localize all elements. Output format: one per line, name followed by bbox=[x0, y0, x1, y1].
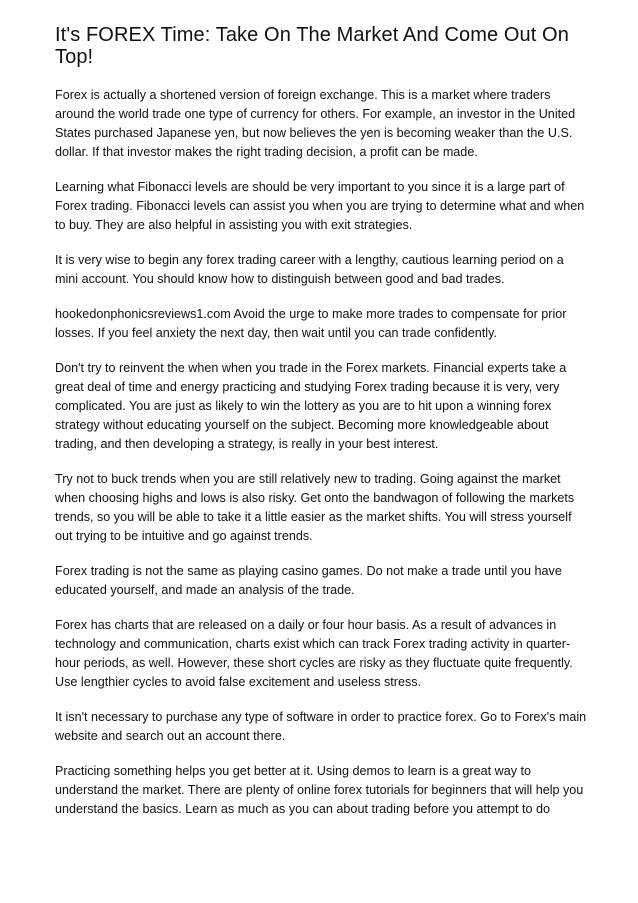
document-page bbox=[55, 24, 590, 835]
paragraph-forex-definition: Forex is actually a shortened version of foreign exchange. This is a market where traders around the world trade one type of currency for others. For example, an investor in the United States purchased Japanese yen, but now believes the yen is becoming weaker than the U.S. dollar. If that investor makes the right trading decision, a profit can be made. bbox=[55, 88, 576, 159]
paragraph-reinvent: Don't try to reinvent the when when you trade in the Forex markets. Financial experts take a great deal of time and energy practicing and studying Forex trading because it is very, very complicated. You are just as likely to win the lottery as you are to hit upon a winning forex strategy without educating yourself on the subject. Becoming more knowledgeable about trading, and then developing a strategy, is really in your best interest. bbox=[55, 361, 567, 451]
paragraph-prior-losses: hookedonphonicsreviews1.com Avoid the urge to make more trades to compensate for prior losses. If you feel anxiety the next day, then wait until you can trade confidently. bbox=[55, 307, 567, 340]
paragraph-trends: Try not to buck trends when you are still relatively new to trading. Going against the market when choosing highs and lows is also risky. Get onto the bandwagon of following the markets trends, so you will be able to take it a little easier as the market shifts. You will stress yourself out trying to be intuitive and go against trends. bbox=[55, 472, 575, 543]
document-title: It's FOREX Time: Take On The Market And Come Out On Top! bbox=[55, 24, 569, 68]
paragraph-fibonacci: Learning what Fibonacci levels are should be very important to you since it is a large part of Forex trading. Fibonacci levels can assist you when you are trying to determine what and when to buy. They are also helpful in assisting you with exit strategies. bbox=[55, 180, 585, 232]
paragraph-casino: Forex trading is not the same as playing casino games. Do not make a trade until you have educated yourself, and made an analysis of the trade. bbox=[55, 564, 562, 597]
paragraph-mini-account: It is very wise to begin any forex trading career with a lengthy, cautious learning period on a mini account. You should know how to distinguish between good and bad trades. bbox=[55, 253, 564, 286]
paragraph-charts: Forex has charts that are released on a daily or four hour basis. As a result of advances in technology and communication, charts exist which can track Forex trading activity in quarter-hour periods, as well. However, these short cycles are risky as they fluctuate quite frequently. Use lengthier cycles to avoid false excitement and useless stress. bbox=[55, 618, 573, 689]
paragraph-software: It isn't necessary to purchase any type of software in order to practice forex. Go to Forex's main website and search out an account there. bbox=[55, 710, 587, 743]
paragraph-practice: Practicing something helps you get better at it. Using demos to learn is a great way to understand the market. There are plenty of online forex tutorials for beginners that will help you understand the basics. Learn as much as you can about trading before you attempt to do bbox=[55, 764, 584, 816]
